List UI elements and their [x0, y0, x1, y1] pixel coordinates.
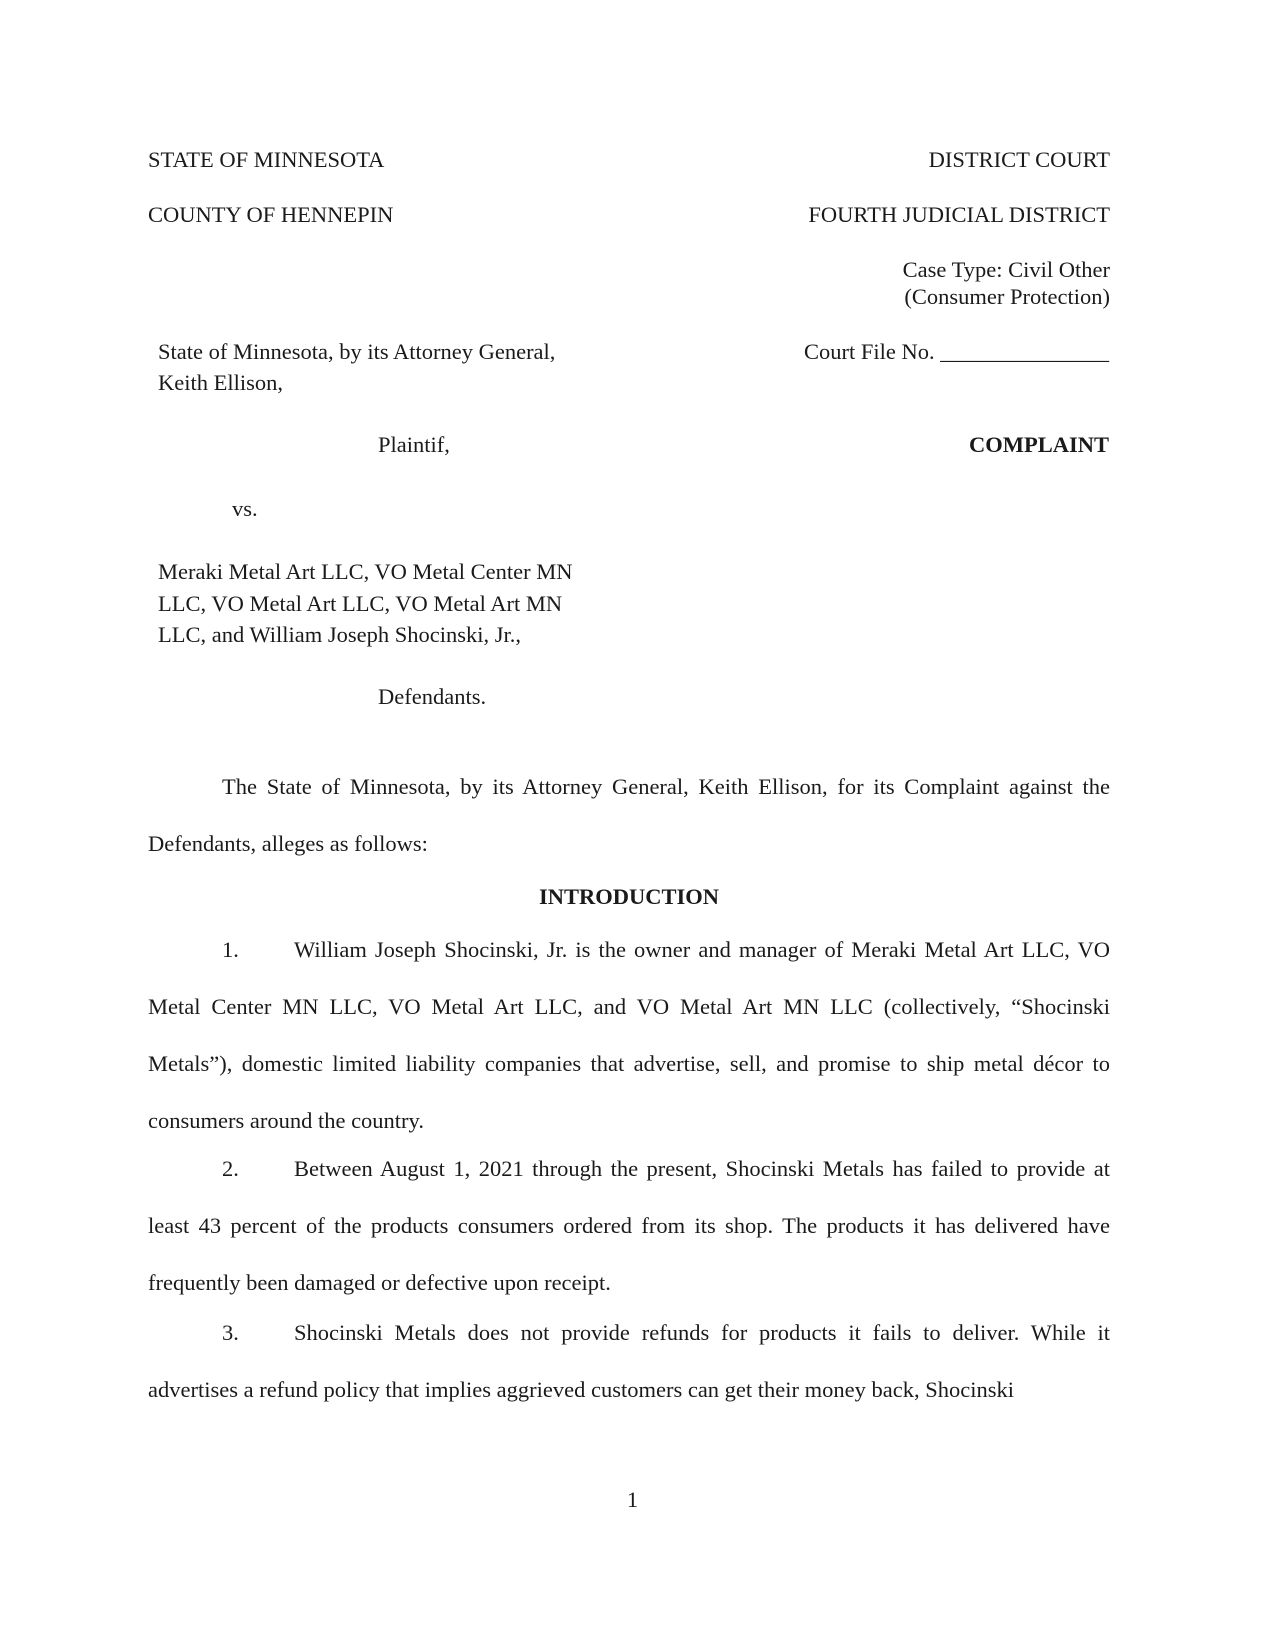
paragraph-number: 2.	[222, 1156, 239, 1181]
defendants-line2: LLC, VO Metal Art LLC, VO Metal Art MN	[158, 591, 563, 616]
paragraph-1	[148, 921, 1110, 1149]
paragraph-text: William Joseph Shocinski, Jr. is the owner and manager of Meraki Metal Art LLC, VO Metal Center MN LLC, VO Metal Art LLC, and VO Metal Art MN LLC (collectively, “Shocinski Metals”), domestic limited liability companies that advertise, sell, and promise to ship metal décor to consumers around the country.	[148, 937, 1110, 1133]
court-file-number: Court File No. _______________	[803, 339, 1109, 364]
page-number: 1	[626, 1487, 639, 1512]
versus-label: vs.	[232, 496, 258, 521]
district-heading: FOURTH JUDICIAL DISTRICT	[808, 202, 1110, 227]
paragraph-3	[148, 1304, 1110, 1418]
paragraph-2	[148, 1140, 1110, 1311]
plaintiff-role: Plaintif,	[378, 432, 450, 457]
court-heading: DISTRICT COURT	[928, 147, 1110, 172]
paragraph-text: Between August 1, 2021 through the present, Shocinski Metals has failed to provide at least 43 percent of the products consumers ordered from its shop. The products it has delivered have frequently been damaged or defective upon receipt.	[148, 1156, 1110, 1295]
preamble-text: The State of Minnesota, by its Attorney General, Keith Ellison, for its Complaint against the Defendants, alleges as follows:	[148, 774, 1110, 856]
introduction-heading: INTRODUCTION	[538, 884, 720, 909]
paragraph-number: 3.	[222, 1320, 239, 1345]
state-heading: STATE OF MINNESOTA	[148, 147, 385, 172]
paragraph-number: 1.	[222, 937, 239, 962]
case-type-line1: Case Type: Civil Other	[902, 257, 1110, 282]
plaintiff-name-line2: Keith Ellison,	[158, 370, 283, 395]
plaintiff-name-line1: State of Minnesota, by its Attorney General,	[158, 339, 556, 364]
preamble-paragraph	[148, 758, 1110, 872]
paragraph-text: Shocinski Metals does not provide refunds for products it fails to deliver. While it advertises a refund policy that implies aggrieved customers can get their money back, Shocinski	[148, 1320, 1110, 1402]
defendants-line3: LLC, and William Joseph Shocinski, Jr.,	[158, 622, 522, 647]
county-heading: COUNTY OF HENNEPIN	[148, 202, 394, 227]
defendants-line1: Meraki Metal Art LLC, VO Metal Center MN	[158, 559, 573, 584]
defendants-role: Defendants.	[378, 684, 487, 709]
document-title: COMPLAINT	[969, 432, 1109, 457]
case-type-line2: (Consumer Protection)	[904, 284, 1110, 309]
